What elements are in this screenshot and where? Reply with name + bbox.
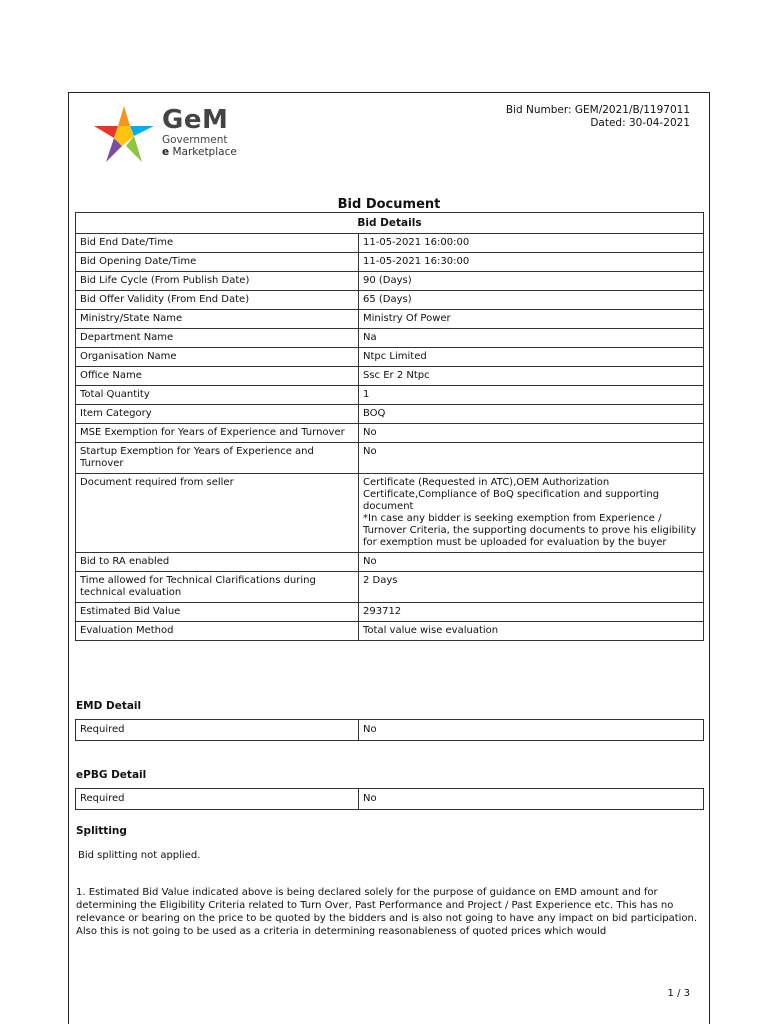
table-row xyxy=(76,234,704,253)
row-label: Bid End Date/Time xyxy=(76,234,359,253)
row-value: No xyxy=(359,553,704,572)
gem-logo xyxy=(92,104,242,166)
table-row xyxy=(76,253,704,272)
epbg-heading: ePBG Detail xyxy=(76,769,147,781)
emd-label: Required xyxy=(76,720,359,741)
row-value: Ntpc Limited xyxy=(359,348,704,367)
row-label: Document required from seller xyxy=(76,474,359,553)
row-label: Department Name xyxy=(76,329,359,348)
row-label: Organisation Name xyxy=(76,348,359,367)
epbg-value: No xyxy=(359,789,704,810)
row-label: Office Name xyxy=(76,367,359,386)
bid-date: Dated: 30-04-2021 xyxy=(590,117,690,129)
row-label: Startup Exemption for Years of Experience and Turnover xyxy=(76,443,359,474)
row-value: 11-05-2021 16:30:00 xyxy=(359,253,704,272)
bid-number: Bid Number: GEM/2021/B/1197011 xyxy=(505,104,690,116)
page-number: 1 / 3 xyxy=(667,988,690,999)
emd-heading: EMD Detail xyxy=(76,700,142,712)
page-title: Bid Document xyxy=(337,197,441,212)
row-label: Bid to RA enabled xyxy=(76,553,359,572)
row-label: Ministry/State Name xyxy=(76,310,359,329)
row-label: Bid Life Cycle (From Publish Date) xyxy=(76,272,359,291)
row-value: Na xyxy=(359,329,704,348)
row-value: Ministry Of Power xyxy=(359,310,704,329)
row-value: Total value wise evaluation xyxy=(359,622,704,641)
bid-details-heading: Bid Details xyxy=(76,213,704,234)
row-value-note: *In case any bidder is seeking exemption from Experience / Turnover Criteria, the supporting documents to prove his eligibility for exemption must be uploaded for evaluation by the buyer xyxy=(363,513,697,548)
table-row xyxy=(76,443,704,474)
splitting-heading: Splitting xyxy=(76,825,127,837)
emd-value: No xyxy=(359,720,704,741)
table-row xyxy=(76,310,704,329)
logo-line1: Government xyxy=(162,134,228,146)
row-value: 1 xyxy=(359,386,704,405)
row-value-text: Certificate (Requested in ATC),OEM Authorization Certificate,Compliance of BoQ specification and supporting document xyxy=(363,477,660,512)
table-row xyxy=(76,603,704,622)
epbg-table xyxy=(75,788,704,810)
row-value: BOQ xyxy=(359,405,704,424)
row-label: Bid Offer Validity (From End Date) xyxy=(76,291,359,310)
row-label: Estimated Bid Value xyxy=(76,603,359,622)
row-value: 11-05-2021 16:00:00 xyxy=(359,234,704,253)
table-row xyxy=(76,272,704,291)
row-value: 293712 xyxy=(359,603,704,622)
logo-brand: GeM xyxy=(162,105,229,135)
table-row xyxy=(76,386,704,405)
row-value: 2 Days xyxy=(359,572,704,603)
row-label: Total Quantity xyxy=(76,386,359,405)
table-row xyxy=(76,348,704,367)
row-label: MSE Exemption for Years of Experience and Turnover xyxy=(76,424,359,443)
row-label: Time allowed for Technical Clarifications during technical evaluation xyxy=(76,572,359,603)
logo-line2: e Marketplace xyxy=(162,146,237,158)
row-value: No xyxy=(359,443,704,474)
table-row xyxy=(76,553,704,572)
emd-table xyxy=(75,719,704,741)
table-row xyxy=(76,572,704,603)
table-row xyxy=(76,622,704,641)
table-row xyxy=(76,367,704,386)
row-value: 90 (Days) xyxy=(359,272,704,291)
row-label: Evaluation Method xyxy=(76,622,359,641)
table-row xyxy=(76,291,704,310)
table-row xyxy=(76,424,704,443)
table-row xyxy=(76,329,704,348)
table-row xyxy=(76,405,704,424)
epbg-label: Required xyxy=(76,789,359,810)
bid-meta xyxy=(506,104,690,130)
gem-star-icon xyxy=(92,104,156,166)
row-label: Item Category xyxy=(76,405,359,424)
splitting-text: Bid splitting not applied. xyxy=(78,850,201,861)
bid-details-table xyxy=(75,212,704,641)
row-value: Ssc Er 2 Ntpc xyxy=(359,367,704,386)
note-paragraph: 1. Estimated Bid Value indicated above is being declared solely for the purpose of guidance on EMD amount and for determining the Eligibility Criteria related to Turn Over, Past Performance and Project / Past Experience etc. This has no relevance or bearing on the price to be quoted by the bidders and is also not going to have any impact on bid participation. Also this is not going to be used as a criteria in determining reasonableness of quoted prices which would xyxy=(76,887,698,937)
table-row xyxy=(76,474,704,553)
row-value: No xyxy=(359,424,704,443)
row-value xyxy=(359,474,704,553)
row-label: Bid Opening Date/Time xyxy=(76,253,359,272)
row-value: 65 (Days) xyxy=(359,291,704,310)
